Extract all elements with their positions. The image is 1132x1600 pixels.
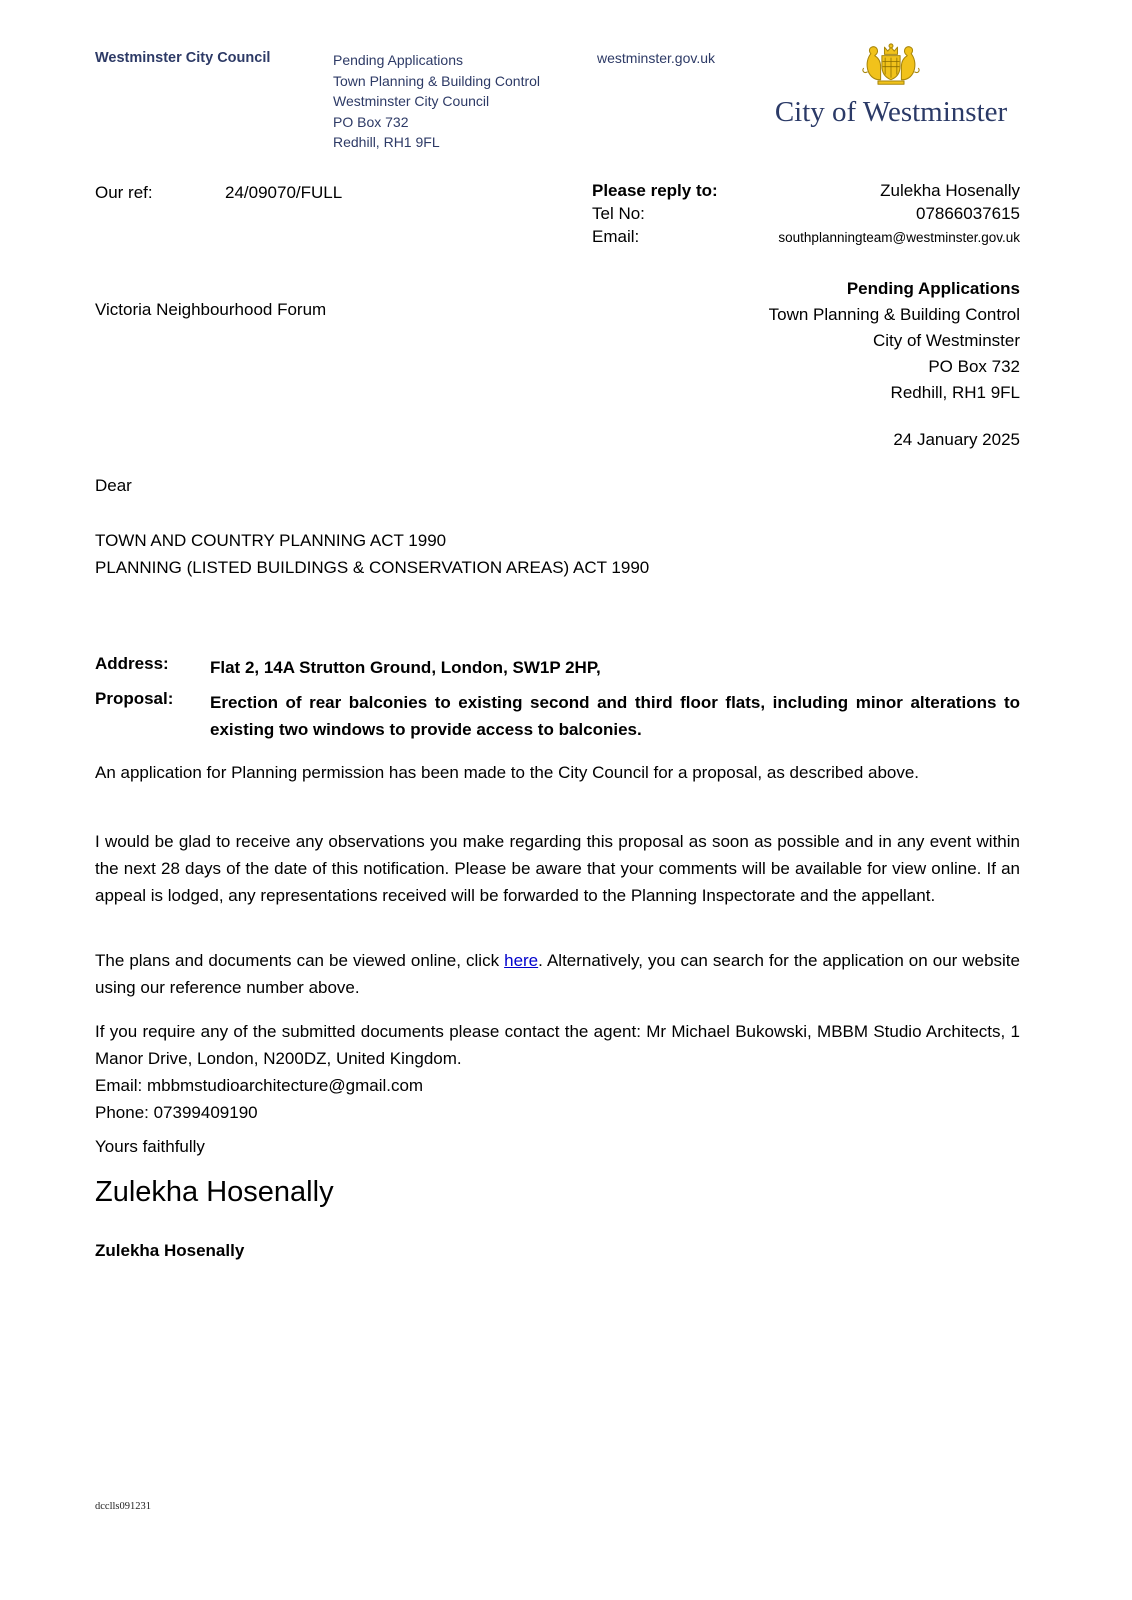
tel-value: 07866037615 bbox=[915, 204, 1020, 223]
signatory-name: Zulekha Hosenally bbox=[95, 1241, 245, 1260]
p3-text-after: . Alternatively, you can search for the application on our website using our reference number above. bbox=[95, 951, 1020, 997]
header-address-line: Pending Applications bbox=[333, 52, 463, 68]
header-address-line: Redhill, RH1 9FL bbox=[333, 134, 440, 150]
sender-department: Pending Applications bbox=[846, 279, 1020, 298]
city-of-westminster-crest-icon bbox=[852, 42, 930, 94]
proposal-value: Erection of rear balconies to existing second and third floor flats, including minor alterations to existing two windows to provide access to balconies. bbox=[210, 693, 1020, 739]
header-address-line: Town Planning & Building Control bbox=[333, 72, 541, 89]
footer-document-code: dcclls091231 bbox=[95, 1501, 151, 1512]
reply-to-row bbox=[592, 181, 1020, 204]
agent-email: Email: mbbmstudioarchitecture@gmail.com bbox=[95, 1076, 424, 1095]
email-label: Email: bbox=[592, 227, 640, 246]
paragraph-observations: I would be glad to receive any observations you make regarding this proposal as soon as possible and in any event within the next 28 days of the date of this notification. Please be aware that your comments will be available for view online. If an appeal is lodged, any representations received will be forwarded to the Planning Inspectorate and the appellant. bbox=[95, 832, 1020, 905]
view-documents-link[interactable]: here bbox=[504, 951, 539, 970]
our-ref-line bbox=[95, 183, 342, 203]
letter-date: 24 January 2025 bbox=[893, 430, 1020, 449]
salutation: Dear bbox=[95, 476, 132, 495]
sender-address-line: City of Westminster bbox=[872, 331, 1020, 350]
email-value: southplanningteam@westminster.gov.uk bbox=[778, 230, 1020, 245]
city-of-westminster-logo bbox=[762, 42, 1020, 129]
logo-wordmark: City of Westminster bbox=[774, 96, 1008, 128]
agent-contact-text: If you require any of the submitted documents please contact the agent: Mr Michael Bukowski, MBBM Studio Architects, 1 Manor Drive, London, N200DZ, United Kingdom. bbox=[95, 1022, 1020, 1068]
reference-section bbox=[95, 181, 1020, 261]
act-line: PLANNING (LISTED BUILDINGS & CONSERVATION AREAS) ACT 1990 bbox=[95, 558, 650, 577]
tel-row bbox=[592, 204, 1020, 227]
email-row bbox=[592, 227, 1020, 250]
paragraph-agent-contact bbox=[95, 1018, 1020, 1126]
act-line: TOWN AND COUNTRY PLANNING ACT 1990 bbox=[95, 531, 447, 550]
letter-header bbox=[95, 45, 1020, 155]
address-row bbox=[95, 654, 1020, 681]
header-address-line: Westminster City Council bbox=[333, 93, 490, 109]
sender-address-line: Town Planning & Building Control bbox=[768, 305, 1020, 324]
address-value: Flat 2, 14A Strutton Ground, London, SW1P 2HP, bbox=[210, 658, 601, 677]
proposal-label: Proposal: bbox=[95, 689, 174, 708]
valediction: Yours faithfully bbox=[95, 1137, 205, 1156]
reply-to-label: Please reply to: bbox=[592, 181, 718, 200]
paragraph-view-online bbox=[95, 947, 1020, 1001]
sender-address-line: PO Box 732 bbox=[928, 357, 1020, 376]
signature: Zulekha Hosenally bbox=[95, 1176, 334, 1208]
sender-address-line: Redhill, RH1 9FL bbox=[890, 383, 1020, 402]
paragraph-application: An application for Planning permission has been made to the City Council for a proposal, as described above. bbox=[95, 763, 920, 782]
address-label: Address: bbox=[95, 654, 169, 673]
header-return-address bbox=[333, 50, 540, 153]
recipient-name: Victoria Neighbourhood Forum bbox=[95, 300, 327, 319]
reply-to-value: Zulekha Hosenally bbox=[880, 181, 1020, 200]
tel-label: Tel No: bbox=[592, 204, 645, 223]
our-ref-label: Our ref: bbox=[95, 183, 153, 202]
acts-block bbox=[95, 527, 1020, 581]
header-council-name: Westminster City Council bbox=[95, 50, 271, 66]
p3-text-before: The plans and documents can be viewed online, click bbox=[95, 951, 505, 970]
sender-address-block bbox=[769, 276, 1020, 406]
header-address-line: PO Box 732 bbox=[333, 113, 409, 130]
application-details bbox=[95, 654, 1020, 751]
our-ref-value: 24/09070/FULL bbox=[225, 183, 343, 202]
header-website: westminster.gov.uk bbox=[597, 50, 716, 66]
agent-phone: Phone: 07399409190 bbox=[95, 1103, 258, 1122]
reply-block bbox=[592, 181, 1020, 250]
proposal-row bbox=[95, 689, 1020, 743]
